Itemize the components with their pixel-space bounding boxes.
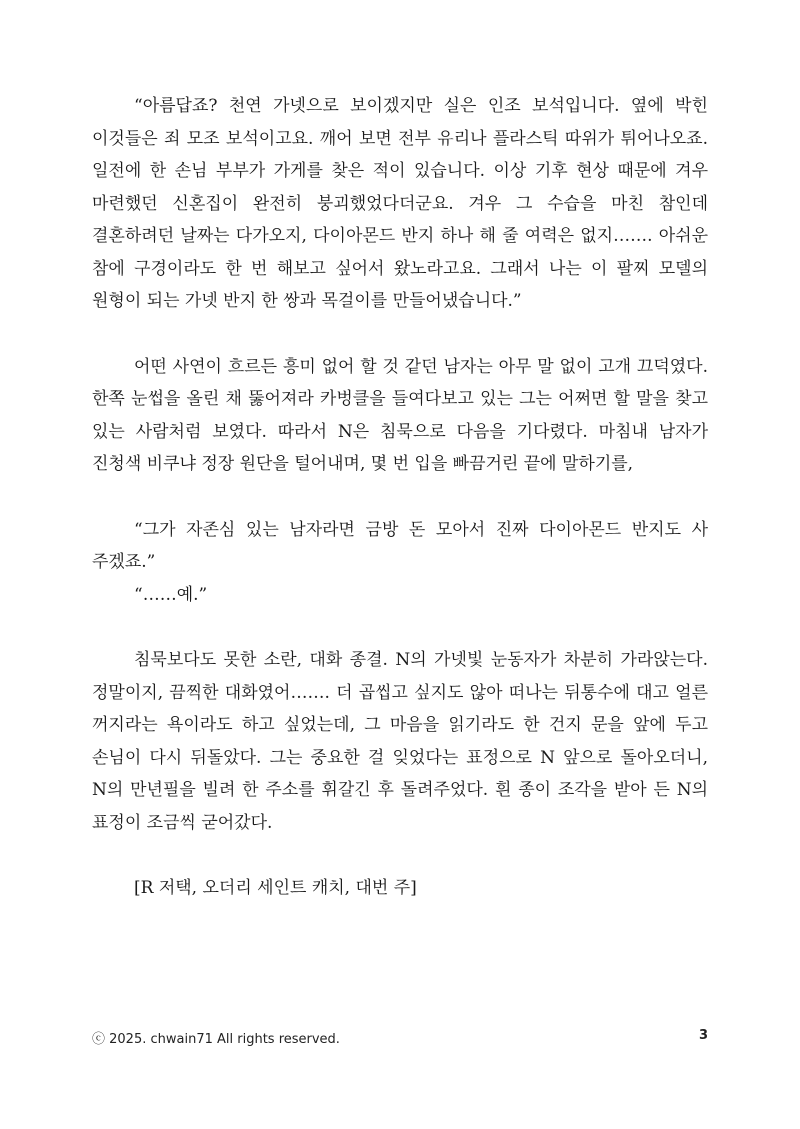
paragraph-dialogue-reply: “……예.” — [134, 584, 208, 605]
paragraph-gap — [92, 611, 708, 644]
paragraph-gap — [92, 839, 708, 872]
document-body — [92, 90, 708, 905]
page-number: 3 — [698, 1028, 708, 1043]
paragraph-dialogue-garnet: “아름답죠? 천연 가넷으로 보이겠지만 실은 인조 보석입니다. 옆에 박힌 이것들은 죄 모조 보석이고요. 깨어 보면 전부 유리나 플라스틱 따위가 튀어나오죠. 일전에 한 손님 부부가 가게를 찾은 적이 있습니다. 이상 기후 현상 때문에 겨우 마련했던 신혼집이 완전히 붕괴했었다더군요. 겨우 그 수습을 마친 참인데 결혼하려던 날짜는 다가오지, 다이아몬드 반지 하나 해 줄 여력은 없지……. 아쉬운 참에 구경이라도 한 번 해보고 싶어서 왔노라고요. 그래서 나는 이 팔찌 모델의 원형이 되는 가넷 반지 한 쌍과 목걸이를 만들어냈습니다.” — [92, 96, 708, 311]
paragraph-gap — [92, 318, 708, 351]
paragraph-address-note: [R 저택, 오더리 세인트 캐치, 대번 주] — [134, 878, 417, 898]
paragraph-dialogue-diamond: “그가 자존심 있는 남자라면 금방 돈 모아서 진짜 다이아몬드 반지도 사 주겠죠.” — [92, 519, 708, 572]
paragraph-conversation-end: 침묵보다도 못한 소란, 대화 종결. N의 가넷빛 눈동자가 차분히 가라앉는다. 정말이지, 끔찍한 대화였어……. 더 곱씹고 싶지도 않아 떠나는 뒤통수에 대고 얼른 꺼지라는 욕이라도 하고 싶었는데, 그 마음을 읽기라도 한 건지 문을 앞에 두고 손님이 다시 뒤돌았다. 그는 중요한 걸 잊었다는 표정으로 N 앞으로 돌아오더니, N의 만년필을 빌려 한 주소를 휘갈긴 후 돌려주었다. 흰 종이 조각을 받아 든 N의 표정이 조금씩 굳어갔다. — [92, 650, 708, 833]
copyright-notice: ⓒ 2025. chwain71 All rights reserved. — [92, 1032, 340, 1047]
paragraph-gap — [92, 481, 708, 514]
page-footer — [92, 1028, 708, 1050]
paragraph-man-nods: 어떤 사연이 흐르든 흥미 없어 할 것 같던 남자는 아무 말 없이 고개 끄덕였다. 한쪽 눈썹을 올린 채 뚫어져라 카벙클을 들여다보고 있는 그는 어쩌면 할 말을 찾고 있는 사람처럼 보였다. 따라서 N은 침묵으로 다음을 기다렸다. 마침내 남자가 진청색 비쿠냐 정장 원단을 털어내며, 몇 번 입을 빠끔거린 끝에 말하기를, — [92, 356, 708, 474]
